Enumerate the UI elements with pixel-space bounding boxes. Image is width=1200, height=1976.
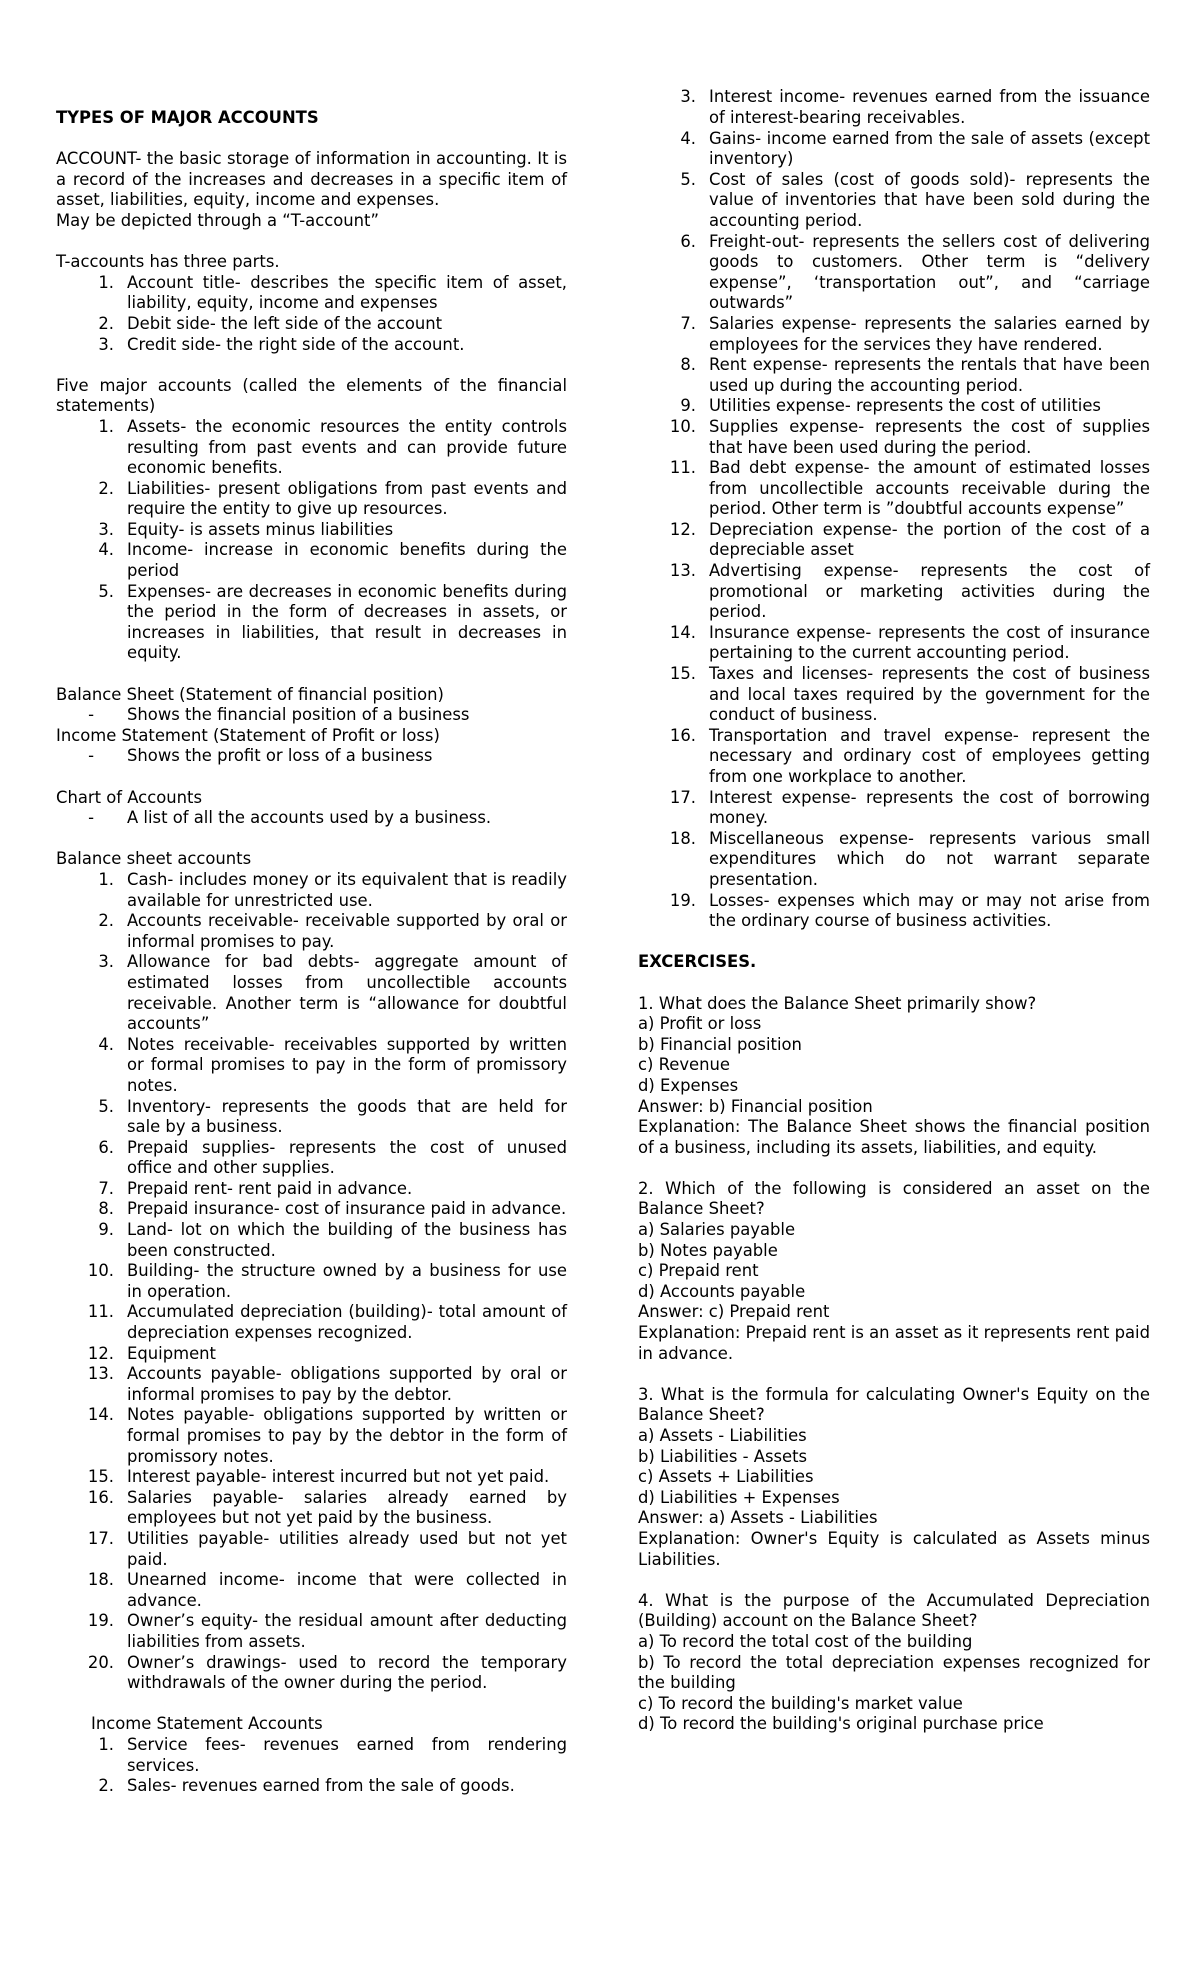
- exercise-question-3: [638, 1385, 1150, 1570]
- list-item: 13. Accounts payable- obligations supported by oral or informal promises to pay by the debtor.: [87, 1364, 567, 1404]
- t-parts-intro: T-accounts has three parts.: [56, 252, 280, 272]
- list-item: - Shows the financial position of a business: [88, 705, 470, 725]
- question-text: 4. What is the purpose of the Accumulated Depreciation (Building) account on the Balance Sheet?: [638, 1590, 1150, 1631]
- list-item: 19. Owner’s equity- the residual amount after deducting liabilities from assets.: [87, 1611, 567, 1651]
- page-title: TYPES OF MAJOR ACCOUNTS: [56, 108, 319, 127]
- list-item: 11. Accumulated depreciation (building)- total amount of depreciation expenses recognized.: [87, 1302, 567, 1343]
- account-definition: ACCOUNT- the basic storage of information in accounting. It is a record of the increases and decreases in a specific item of asset, liabilities, equity, income and expenses.: [56, 149, 567, 210]
- option: c) Revenue: [638, 1055, 730, 1075]
- list-item: 1. Cash- includes money or its equivalent that is readily available for unrestricted use.: [98, 869, 567, 910]
- list-item: 4. Income- increase in economic benefits during the period: [98, 540, 567, 581]
- exercise-question-4: [638, 1591, 1150, 1735]
- list-item: 8. Rent expense- represents the rentals that have been used up during the accounting period.: [680, 355, 1150, 395]
- list-item: 6. Prepaid supplies- represents the cost of unused office and other supplies.: [98, 1137, 567, 1178]
- option: a) Profit or loss: [638, 1014, 762, 1034]
- list-item: 14. Notes payable- obligations supported by written or formal promises to pay by the debtor in the form of promissory notes.: [87, 1405, 567, 1466]
- question-text: 2. Which of the following is considered an asset on the Balance Sheet?: [638, 1178, 1150, 1219]
- option: a) To record the total cost of the building: [638, 1631, 973, 1651]
- list-item: 5. Expenses- are decreases in economic benefits during the period in the form of decreases in assets, or increases in liabilities, that result in decreases in equity.: [98, 581, 567, 663]
- list-item: 3. Equity- is assets minus liabilities: [98, 519, 394, 539]
- exercises-title: EXCERCISES.: [638, 952, 757, 972]
- list-item: 3. Credit side- the right side of the account.: [98, 334, 465, 354]
- question-text: 1. What does the Balance Sheet primarily show?: [638, 993, 1037, 1013]
- list-item: 6. Freight-out- represents the sellers cost of delivering goods to customers. Other term is “delivery expense”, ‘transportation out”, and “carriage outwards”: [680, 231, 1150, 313]
- option: b) Notes payable: [638, 1240, 778, 1260]
- option: c) Prepaid rent: [638, 1261, 759, 1281]
- income-statement-title: Income Statement (Statement of Profit or loss): [56, 725, 440, 745]
- exercise-question-1: [638, 994, 1150, 1159]
- option: c) To record the building's market value: [638, 1693, 963, 1713]
- income-statement-accounts-list-part2: [638, 87, 1150, 931]
- list-item: 16. Salaries payable- salaries already earned by employees but not yet paid by the business.: [87, 1487, 567, 1528]
- list-item: 18. Miscellaneous expense- represents various small expenditures which do not warrant separate presentation.: [669, 828, 1150, 889]
- list-item: 19. Losses- expenses which may or may not arise from the ordinary course of business activities.: [669, 890, 1150, 931]
- left-column: [56, 108, 567, 1797]
- option: b) Financial position: [638, 1034, 802, 1054]
- exercise-question-2: [638, 1179, 1150, 1364]
- right-column: [638, 87, 1150, 1735]
- list-item: 9. Utilities expense- represents the cost of utilities: [680, 396, 1101, 416]
- option: d) Accounts payable: [638, 1281, 806, 1301]
- income-statement-accounts-title: Income Statement Accounts: [91, 1714, 323, 1734]
- list-item: 2. Sales- revenues earned from the sale of goods.: [98, 1776, 515, 1796]
- option: a) Salaries payable: [638, 1220, 796, 1240]
- t-parts-list: [56, 273, 567, 355]
- list-item: 15. Taxes and licenses- represents the cost of business and local taxes required by the government for the conduct of business.: [669, 664, 1150, 725]
- list-item: 1. Assets- the economic resources the entity controls resulting from past events and can provide future economic benefits.: [98, 416, 567, 478]
- list-item: 17. Utilities payable- utilities already used but not yet paid.: [87, 1528, 567, 1569]
- list-item: 4. Gains- income earned from the sale of assets (except inventory): [680, 128, 1150, 169]
- answer: Answer: c) Prepaid rent: [638, 1302, 830, 1322]
- list-item: 14. Insurance expense- represents the cost of insurance pertaining to the current accounting period.: [669, 622, 1150, 663]
- list-item: 18. Unearned income- income that were collected in advance.: [87, 1570, 567, 1610]
- list-item: 16. Transportation and travel expense- represent the necessary and ordinary cost of employees getting from one workplace to another.: [669, 725, 1150, 786]
- list-item: 15. Interest payable- interest incurred but not yet paid.: [87, 1467, 550, 1487]
- chart-of-accounts-title: Chart of Accounts: [56, 787, 202, 807]
- list-item: 5. Inventory- represents the goods that are held for sale by a business.: [98, 1096, 567, 1137]
- five-major-intro: Five major accounts (called the elements of the financial statements): [56, 375, 567, 416]
- t-account-line: May be depicted through a “T-account”: [56, 210, 379, 230]
- list-item: 4. Notes receivable- receivables supported by written or formal promises to pay in the form of promissory notes.: [98, 1034, 567, 1095]
- option: d) To record the building's original purchase price: [638, 1714, 1044, 1734]
- list-item: 20. Owner’s drawings- used to record the temporary withdrawals of the owner during the period.: [87, 1652, 567, 1693]
- list-item: 3. Interest income- revenues earned from the issuance of interest-bearing receivables.: [680, 87, 1150, 127]
- income-statement-accounts-list-part1: [56, 1735, 567, 1797]
- balance-sheet-accounts-title: Balance sheet accounts: [56, 849, 252, 869]
- list-item: 7. Prepaid rent- rent paid in advance.: [98, 1178, 413, 1198]
- explanation: Explanation: The Balance Sheet shows the financial position of a business, including its assets, liabilities, and equity.: [638, 1117, 1150, 1157]
- question-text: 3. What is the formula for calculating Owner's Equity on the Balance Sheet?: [638, 1384, 1150, 1425]
- list-item: 12. Depreciation expense- the portion of the cost of a depreciable asset: [669, 519, 1150, 560]
- list-item: 1. Account title- describes the specific item of asset, liability, equity, income and expenses: [98, 272, 567, 313]
- balance-sheet-title: Balance Sheet (Statement of financial position): [56, 684, 444, 704]
- list-item: 2. Liabilities- present obligations from past events and require the entity to give up resources.: [98, 478, 567, 519]
- list-item: 13. Advertising expense- represents the cost of promotional or marketing activities during the period.: [669, 561, 1150, 622]
- list-item: 2. Debit side- the left side of the account: [98, 313, 443, 333]
- answer: Answer: b) Financial position: [638, 1096, 873, 1116]
- option: d) Expenses: [638, 1075, 739, 1095]
- list-item: - Shows the profit or loss of a business: [88, 746, 433, 766]
- list-item: 2. Accounts receivable- receivable supported by oral or informal promises to pay.: [98, 911, 567, 951]
- explanation: Explanation: Owner's Equity is calculated as Assets minus Liabilities.: [638, 1528, 1150, 1569]
- list-item: 17. Interest expense- represents the cost of borrowing money.: [669, 787, 1150, 828]
- list-item: 12. Equipment: [87, 1343, 216, 1363]
- list-item: 5. Cost of sales (cost of goods sold)- represents the value of inventories that have been sold during the accounting period.: [680, 169, 1150, 230]
- list-item: 10. Supplies expense- represents the cost of supplies that have been used during the period.: [669, 416, 1150, 457]
- option: b) To record the total depreciation expenses recognized for the building: [638, 1652, 1150, 1693]
- list-item: 9. Land- lot on which the building of the business has been constructed.: [98, 1220, 567, 1260]
- option: b) Liabilities - Assets: [638, 1446, 808, 1466]
- answer: Answer: a) Assets - Liabilities: [638, 1508, 878, 1528]
- list-item: 10. Building- the structure owned by a business for use in operation.: [87, 1261, 567, 1301]
- option: a) Assets - Liabilities: [638, 1426, 807, 1445]
- list-item: 1. Service fees- revenues earned from rendering services.: [98, 1734, 567, 1775]
- list-item: 11. Bad debt expense- the amount of estimated losses from uncollectible accounts receivable during the period. Other term is ”doubtful accounts expense”: [669, 458, 1150, 519]
- option: c) Assets + Liabilities: [638, 1467, 814, 1487]
- option: d) Liabilities + Expenses: [638, 1487, 840, 1507]
- five-major-list: [56, 417, 567, 664]
- explanation: Explanation: Prepaid rent is an asset as it represents rent paid in advance.: [638, 1323, 1150, 1363]
- list-item: - A list of all the accounts used by a business.: [88, 808, 492, 828]
- list-item: 3. Allowance for bad debts- aggregate amount of estimated losses from uncollectible accounts receivable. Another term is “allowance for doubtful accounts”: [98, 952, 567, 1034]
- list-item: 8. Prepaid insurance- cost of insurance paid in advance.: [98, 1199, 567, 1219]
- balance-sheet-accounts-list: [56, 870, 567, 1694]
- list-item: 7. Salaries expense- represents the salaries earned by employees for the services they have rendered.: [680, 313, 1150, 354]
